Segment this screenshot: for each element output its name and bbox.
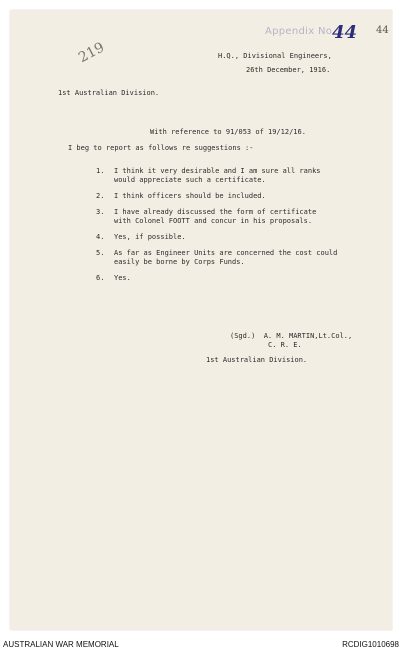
suggestions-list xyxy=(96,167,386,290)
item-number: 5. xyxy=(96,249,105,257)
page-corner-number: 44 xyxy=(376,25,389,36)
reference-line: With reference to 91/053 of 19/12/16. xyxy=(150,128,306,136)
item-number: 1. xyxy=(96,167,105,175)
item-text: Yes. xyxy=(114,274,131,282)
list-item xyxy=(96,167,386,185)
list-item xyxy=(96,274,386,283)
signature-line: (Sgd.) A. M. MARTIN,Lt.Col., xyxy=(230,332,353,340)
signature-division: 1st Australian Division. xyxy=(206,356,308,364)
list-item xyxy=(96,208,386,226)
item-text: I have already discussed the form of certificate with Colonel FOOTT and concur in his proposals. xyxy=(114,208,317,225)
item-number: 2. xyxy=(96,192,105,200)
footer-institution: AUSTRALIAN WAR MEMORIAL xyxy=(3,640,119,649)
item-number: 4. xyxy=(96,233,105,241)
item-text: I think it very desirable and I am sure all ranks would appreciate such a certificate. xyxy=(114,167,321,184)
header-date: 26th December, 1916. xyxy=(246,66,331,74)
addressee: 1st Australian Division. xyxy=(58,89,160,97)
item-number: 3. xyxy=(96,208,105,216)
item-text: As far as Engineer Units are concerned the cost could easily be borne by Corps Funds. xyxy=(114,249,338,266)
header-line-1: H.Q., Divisional Engineers, xyxy=(218,52,332,60)
list-item xyxy=(96,233,386,242)
footer-record-id: RCDIG1010698 xyxy=(342,640,399,649)
archive-footer xyxy=(0,638,403,653)
item-number: 6. xyxy=(96,274,105,282)
item-text: Yes, if possible. xyxy=(114,233,186,241)
pencil-annotation: 219 xyxy=(76,39,108,67)
list-item xyxy=(96,192,386,201)
list-item xyxy=(96,249,386,267)
signature-title: C. R. E. xyxy=(268,341,302,349)
intro-line: I beg to report as follows re suggestions :- xyxy=(68,144,254,152)
item-text: I think officers should be included. xyxy=(114,192,266,200)
appendix-number: 44 xyxy=(332,22,358,43)
document-page xyxy=(10,10,392,630)
appendix-stamp: Appendix No. xyxy=(265,26,336,37)
